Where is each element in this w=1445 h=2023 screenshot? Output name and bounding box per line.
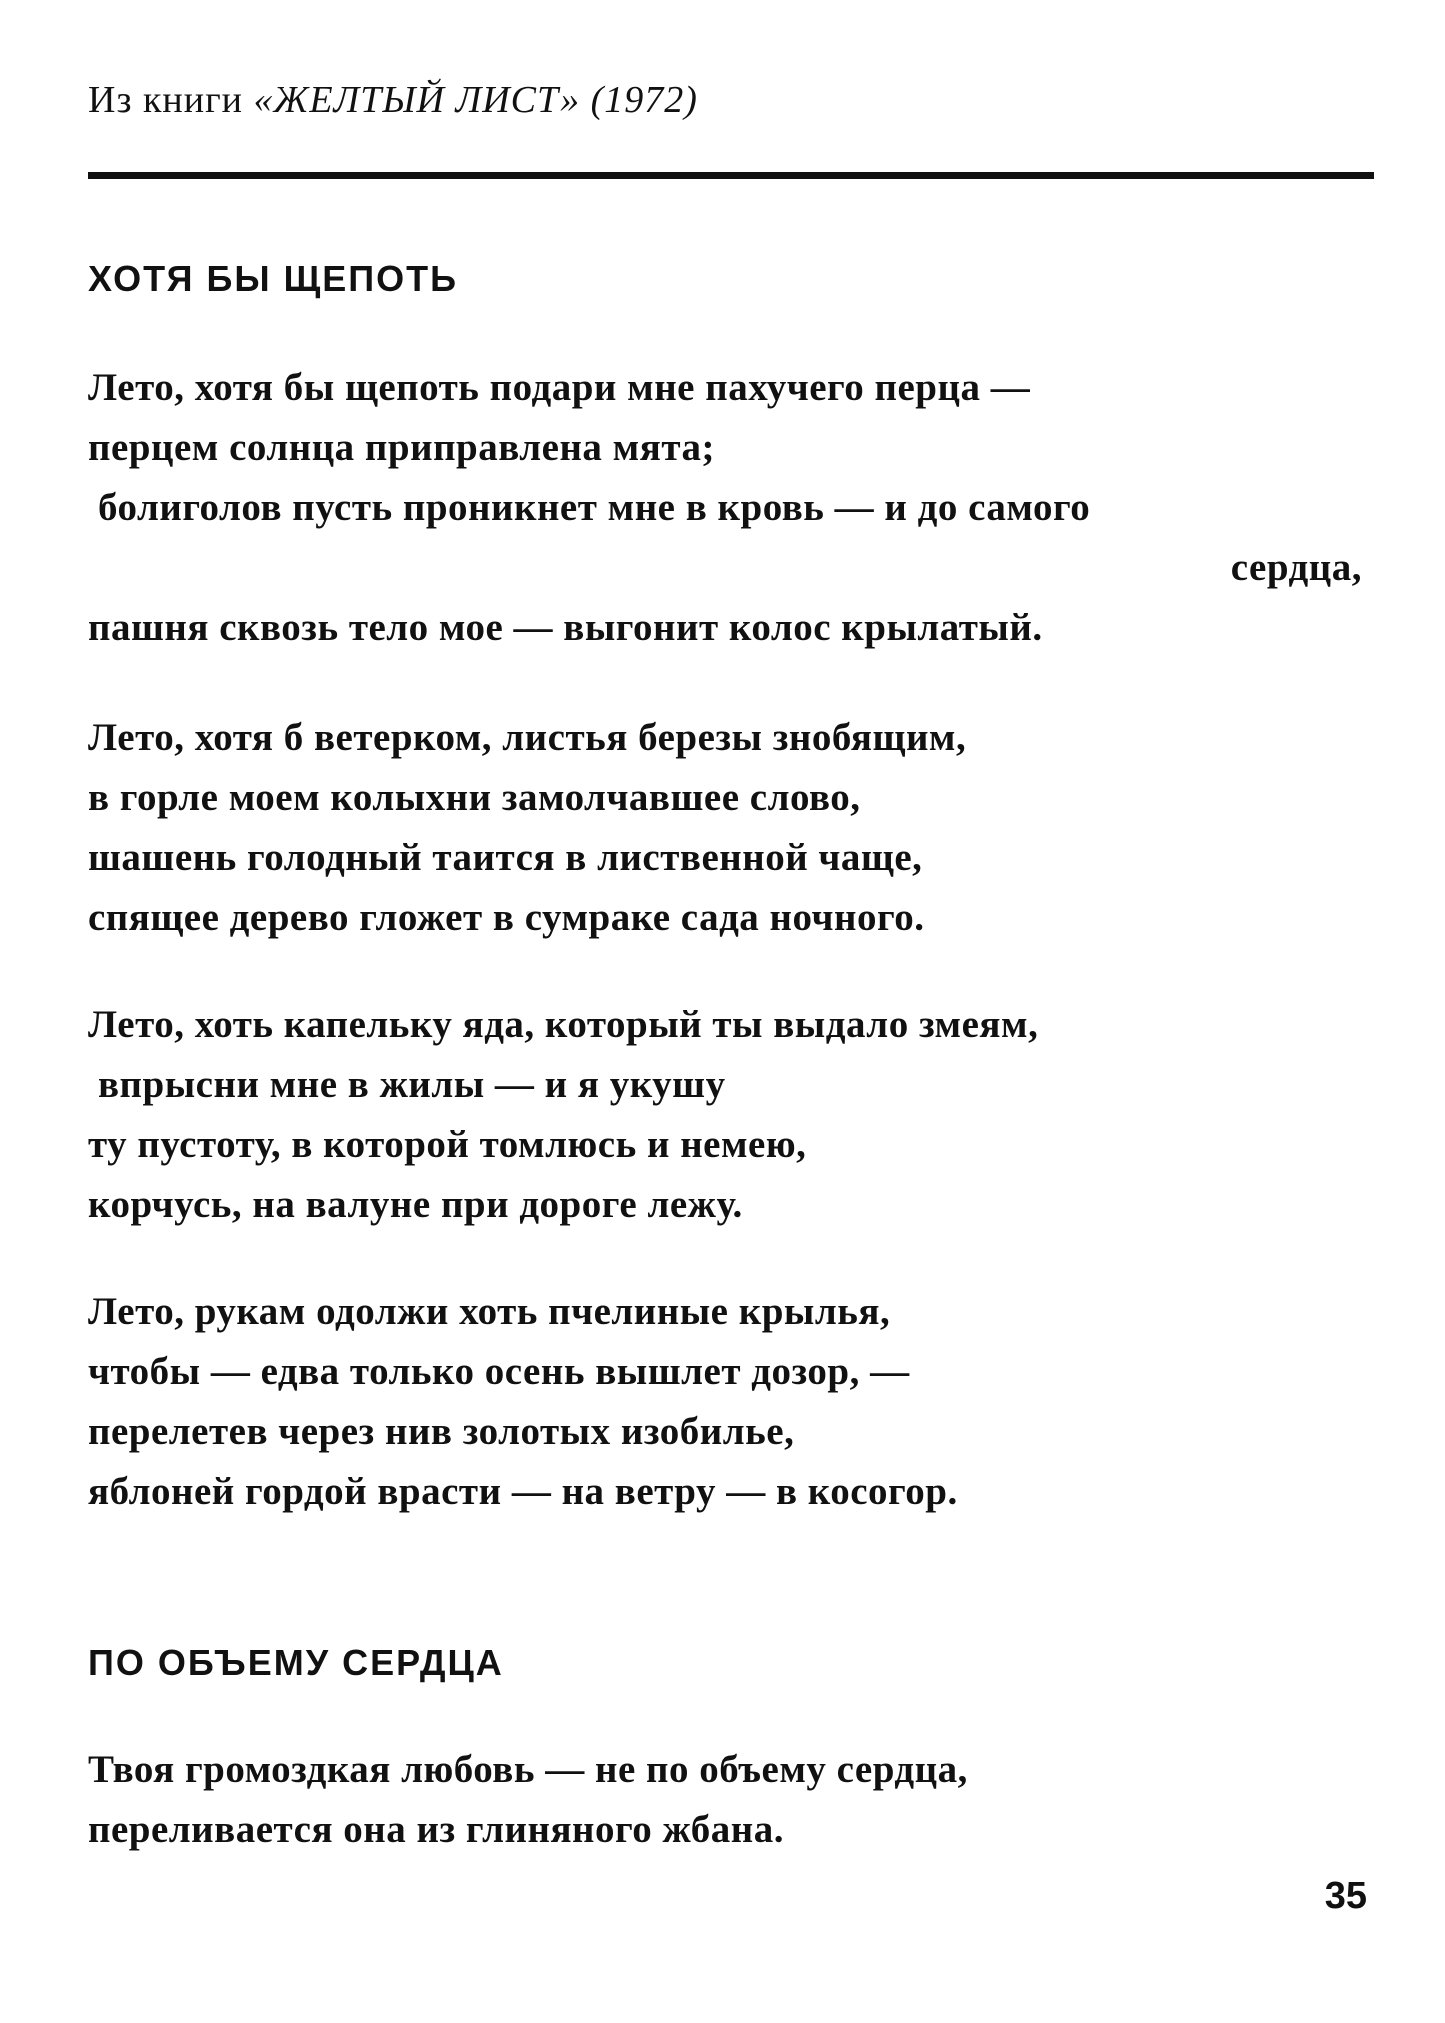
poem-line: в горле моем колыхни замолчавшее слово, — [88, 776, 861, 819]
poem-line: спящее дерево гложет в сумраке сада ночного. — [88, 896, 925, 939]
header-prefix: Из книги — [88, 79, 254, 121]
poem-line: шашень голодный таится в лиственной чаще, — [88, 836, 923, 879]
poem-line: пашня сквозь тело мое — выгонит колос крылатый. — [88, 606, 1043, 649]
poem1-stanza-3 — [88, 995, 1378, 1235]
page-number: 35 — [1324, 1875, 1367, 1917]
poem-line: чтобы — едва только осень вышлет дозор, — — [88, 1350, 910, 1393]
poem2-stanza-1 — [88, 1740, 1378, 1860]
header-rule — [88, 172, 1374, 179]
poem-line: яблоней гордой врасти — на ветру — в косогор. — [88, 1470, 958, 1513]
poem-line: впрысни мне в жилы — и я укушу — [98, 1063, 726, 1106]
poem-title-1: ХОТЯ БЫ ЩЕПОТЬ — [88, 258, 459, 299]
poem-line: перцем солнца приправлена мята; — [88, 426, 715, 469]
poem-line-continuation: сердца, — [1230, 546, 1362, 589]
poem1-stanza-1 — [88, 358, 1378, 658]
poem-line: переливается она из глиняного жбана. — [88, 1808, 785, 1851]
poem-line: Твоя громоздкая любовь — не по объему сердца, — [88, 1748, 968, 1791]
poem-line: болиголов пусть проникнет мне в кровь — и до самого — [98, 486, 1091, 529]
poem-line: Лето, хотя бы щепоть подари мне пахучего перца — — [88, 366, 1031, 409]
poem-line: Лето, хоть капельку яда, который ты выдало змеям, — [88, 1003, 1039, 1046]
poem-line: корчусь, на валуне при дороге лежу. — [88, 1183, 743, 1226]
poem1-stanza-4 — [88, 1282, 1378, 1522]
poem-line: ту пустоту, в которой томлюсь и немею, — [88, 1123, 807, 1166]
poem-line: Лето, рукам одолжи хоть пчелиные крылья, — [88, 1290, 891, 1333]
header-book-title: «ЖЕЛТЫЙ ЛИСТ» — [253, 79, 581, 121]
header-year: (1972) — [580, 79, 698, 121]
poem-line: перелетев через нив золотых изобилье, — [88, 1410, 795, 1453]
poem-line: Лето, хотя б ветерком, листья березы знобящим, — [88, 716, 967, 759]
page-header — [88, 78, 698, 122]
poem-title-2: ПО ОБЪЕМУ СЕРДЦА — [88, 1642, 504, 1683]
poem1-stanza-2 — [88, 708, 1378, 948]
